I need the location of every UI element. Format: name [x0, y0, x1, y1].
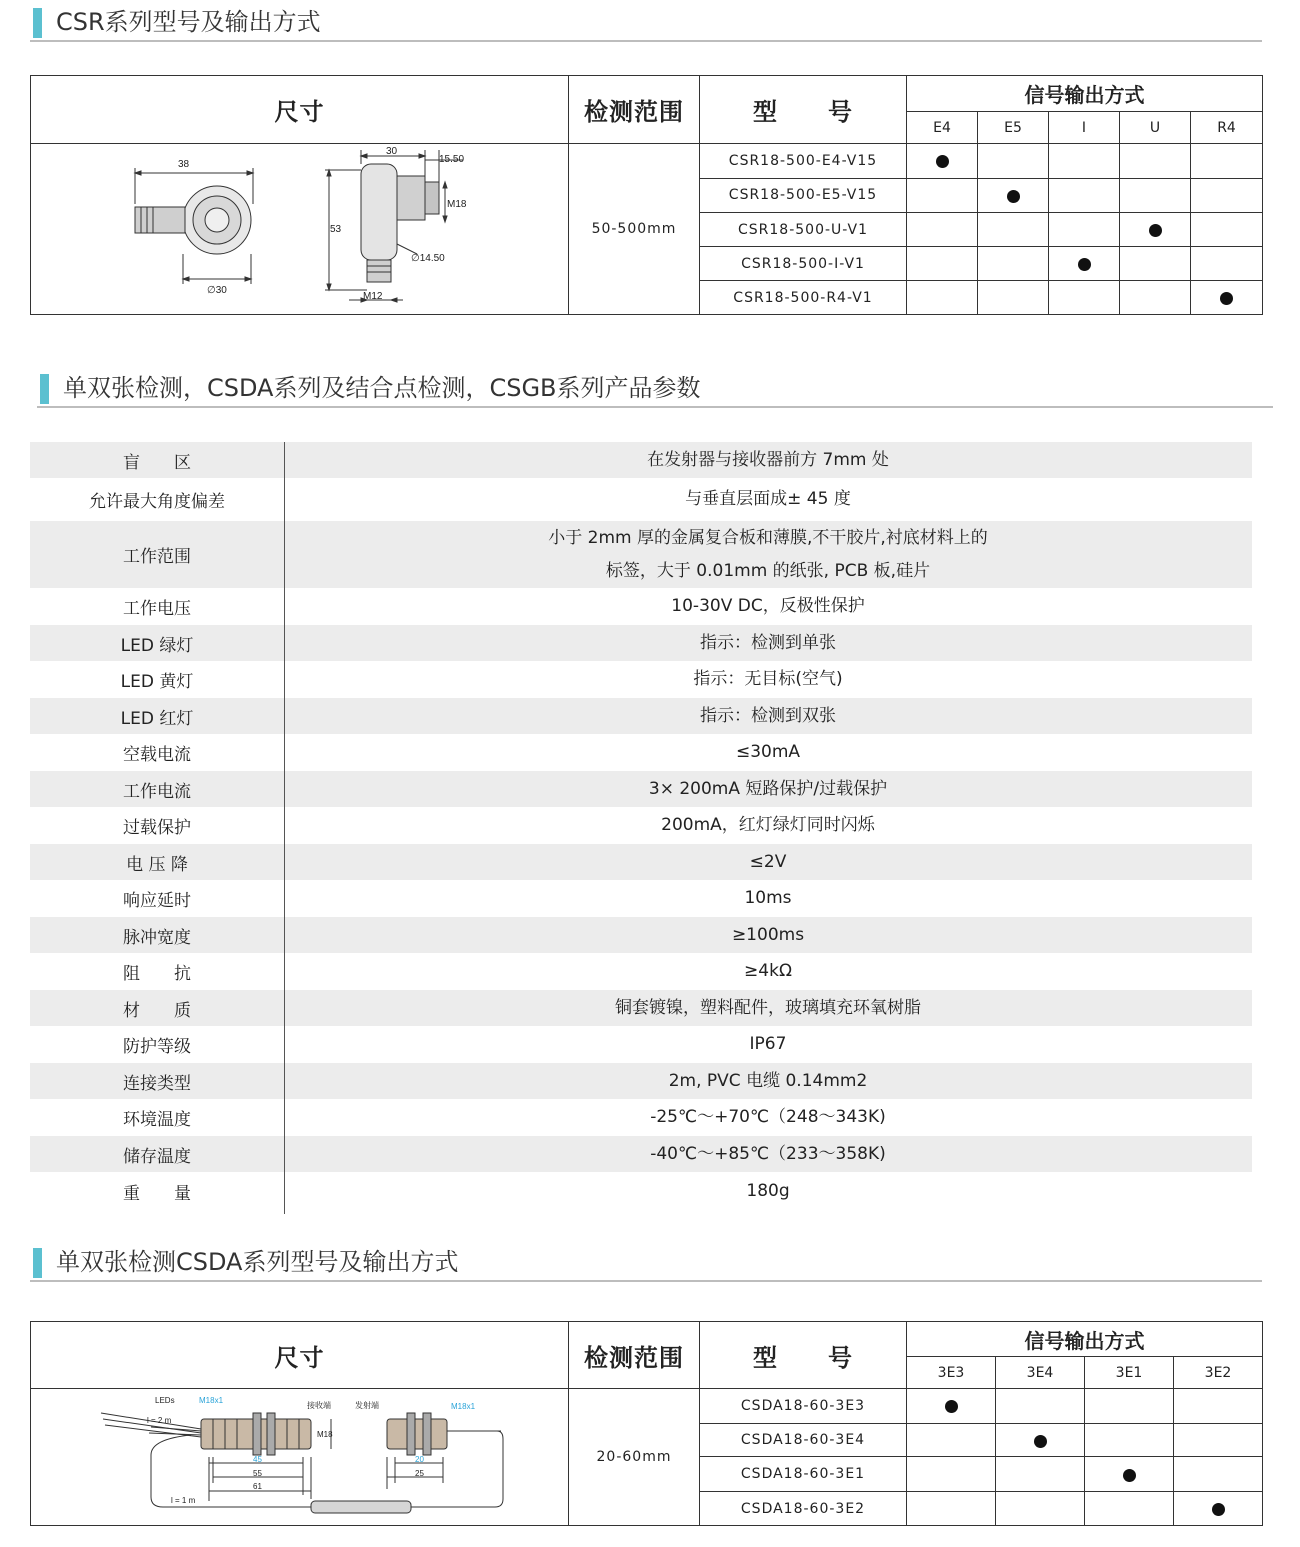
signal-cell: [996, 1423, 1085, 1457]
drawing-label: LEDs: [155, 1396, 175, 1405]
section3-title-text: 单双张检测CSDA系列型号及输出方式: [56, 1248, 459, 1276]
signal-cell: [1120, 144, 1191, 179]
drawing-label: 45: [253, 1455, 262, 1464]
signal-header: 信号输出方式: [907, 76, 1263, 112]
drawing-label: M18x1: [451, 1402, 476, 1411]
param-label: 防护等级: [123, 1037, 191, 1057]
signal-cell: [1174, 1457, 1263, 1492]
param-label: 电 压 降: [126, 854, 188, 875]
size-header: 尺寸: [31, 1322, 569, 1389]
dim-label: M12: [363, 291, 383, 302]
signal-cell: [907, 144, 978, 179]
param-label: LED 绿灯: [120, 635, 194, 656]
range-value: 50-500mm: [569, 144, 700, 315]
selected-dot-icon: [1078, 258, 1091, 271]
dim-label: 53: [330, 224, 342, 235]
param-row: [30, 661, 1252, 698]
param-row: [30, 478, 1252, 521]
range-header: 检测范围: [569, 76, 700, 144]
csda-model-table: [30, 1321, 1263, 1526]
signal-code: R4: [1191, 112, 1263, 144]
drawing-label: M18x1: [199, 1396, 224, 1405]
param-value: -40℃～+85℃（233～358K): [650, 1143, 886, 1164]
drawing-label: M18: [317, 1430, 333, 1439]
signal-cell: [1120, 281, 1191, 315]
signal-cell: [1049, 247, 1120, 281]
param-value: ≥100ms: [731, 924, 805, 945]
param-value: IP67: [749, 1034, 787, 1054]
param-value: 200mA，红灯绿灯同时闪烁: [661, 815, 875, 835]
signal-cell: [1120, 178, 1191, 212]
signal-cell: [907, 212, 978, 247]
signal-cell: [907, 1389, 996, 1424]
selected-dot-icon: [1220, 292, 1233, 305]
size-header: 尺寸: [31, 76, 569, 144]
param-label: 脉冲宽度: [123, 927, 191, 948]
param-value: 10ms: [744, 888, 792, 908]
signal-cell: [978, 212, 1049, 247]
param-value: 指示：无目标(空气): [693, 669, 843, 689]
drawing-label: 接收端: [307, 1401, 331, 1410]
param-label: LED 黄灯: [120, 672, 194, 692]
parameter-divider: [284, 442, 285, 1214]
param-row: [30, 953, 1252, 990]
param-row: [30, 1063, 1252, 1099]
signal-code: E4: [907, 112, 978, 144]
selected-dot-icon: [1212, 1503, 1225, 1516]
param-row: [30, 698, 1252, 734]
dim-label: ∅14.50: [411, 253, 445, 264]
signal-cell: [1085, 1457, 1174, 1492]
signal-code: U: [1120, 112, 1191, 144]
param-row: [30, 442, 1252, 478]
section2-title-text: 单双张检测，CSDA系列及结合点检测，CSGB系列产品参数: [63, 374, 701, 402]
signal-cell: [907, 1492, 996, 1526]
signal-cell: [1049, 212, 1120, 247]
selected-dot-icon: [1034, 1435, 1047, 1448]
model-cell: CSR18-500-R4-V1: [700, 281, 907, 315]
section2-title: [37, 366, 1273, 408]
param-row: [30, 1172, 1252, 1210]
signal-cell: [978, 247, 1049, 281]
model-cell: CSDA18-60-3E4: [700, 1423, 907, 1457]
param-row: [30, 807, 1252, 844]
param-label: 空载电流: [123, 745, 191, 765]
title-accent-bar: [33, 1248, 42, 1278]
param-label: 工作范围: [123, 547, 191, 567]
title-accent-bar: [40, 374, 49, 404]
selected-dot-icon: [1123, 1469, 1136, 1482]
signal-cell: [978, 144, 1049, 179]
dim-label: 38: [178, 159, 190, 170]
param-row: [30, 1136, 1252, 1172]
signal-cell: [907, 1423, 996, 1457]
signal-cell: [1191, 247, 1263, 281]
param-row: [30, 844, 1252, 880]
signal-cell: [996, 1389, 1085, 1424]
section1-title-text: CSR系列型号及输出方式: [56, 8, 321, 36]
selected-dot-icon: [1007, 190, 1020, 203]
signal-header: 信号输出方式: [907, 1322, 1263, 1357]
param-row: [30, 588, 1252, 625]
param-value: 180g: [746, 1180, 790, 1201]
param-row: [30, 1099, 1252, 1136]
drawing-label: 55: [253, 1469, 262, 1478]
param-row: [30, 1026, 1252, 1063]
signal-cell: [907, 178, 978, 212]
signal-cell: [1174, 1492, 1263, 1526]
model-cell: CSR18-500-U-V1: [700, 212, 907, 247]
signal-cell: [1085, 1492, 1174, 1526]
model-cell: CSR18-500-I-V1: [700, 247, 907, 281]
selected-dot-icon: [945, 1400, 958, 1413]
drawing-label: 20: [415, 1455, 424, 1464]
dim-label: ∅30: [207, 285, 227, 296]
drawing-label: l = 1 m: [171, 1496, 196, 1505]
param-value: ≥4kΩ: [744, 961, 792, 981]
drawing-label: 61: [253, 1482, 262, 1491]
signal-code: 3E2: [1174, 1357, 1263, 1389]
signal-cell: [1049, 178, 1120, 212]
model-cell: CSR18-500-E4-V15: [700, 144, 907, 179]
drawing-label: l = 2 m: [147, 1416, 172, 1425]
param-label: 材 质: [123, 1000, 191, 1021]
dim-label: 15.50: [439, 154, 465, 165]
param-value: ≤2V: [749, 851, 787, 872]
csr-dimension-drawing: [31, 144, 569, 315]
csda-sensor-drawing: [31, 1389, 569, 1521]
param-row: [30, 734, 1252, 771]
signal-code: 3E4: [996, 1357, 1085, 1389]
param-label: 重 量: [123, 1183, 191, 1204]
signal-cell: [1174, 1389, 1263, 1424]
title-accent-bar: [33, 8, 42, 38]
param-label: 连接类型: [123, 1073, 191, 1094]
param-row: [30, 771, 1252, 807]
model-cell: CSR18-500-E5-V15: [700, 178, 907, 212]
signal-cell: [1085, 1389, 1174, 1424]
signal-code: 3E3: [907, 1357, 996, 1389]
signal-cell: [1191, 281, 1263, 315]
signal-cell: [1174, 1423, 1263, 1457]
param-label: 环境温度: [123, 1110, 191, 1130]
signal-cell: [907, 281, 978, 315]
csr-model-table: [30, 75, 1263, 315]
param-value: 指示：检测到双张: [700, 705, 836, 726]
parameter-list: [30, 442, 1252, 1210]
model-cell: CSDA18-60-3E1: [700, 1457, 907, 1492]
signal-cell: [1049, 281, 1120, 315]
signal-cell: [1191, 178, 1263, 212]
signal-cell: [978, 281, 1049, 315]
param-label: 工作电压: [123, 599, 191, 619]
signal-cell: [996, 1457, 1085, 1492]
param-label: LED 红灯: [120, 708, 194, 729]
param-value: 3× 200mA 短路保护/过载保护: [648, 778, 888, 799]
section1-title: [30, 0, 1262, 42]
range-header: 检测范围: [569, 1322, 700, 1389]
csda-dimension-drawing: [31, 1389, 569, 1526]
param-label: 阻 抗: [123, 964, 191, 984]
param-value: 与垂直层面成± 45 度: [685, 489, 851, 509]
param-value: -25℃～+70℃（248～343K): [650, 1107, 886, 1127]
model-header: 型 号: [700, 76, 907, 144]
model-header: 型 号: [700, 1322, 907, 1389]
signal-cell: [907, 247, 978, 281]
param-row: [30, 917, 1252, 953]
param-label: 允许最大角度偏差: [89, 492, 225, 512]
param-value: 2m, PVC 电缆 0.14mm2: [668, 1070, 868, 1091]
signal-cell: [1191, 144, 1263, 179]
drawing-label: 25: [415, 1469, 424, 1478]
param-label: 响应延时: [123, 891, 191, 911]
drawing-label: 发射端: [355, 1401, 379, 1410]
model-cell: CSDA18-60-3E3: [700, 1389, 907, 1424]
param-value-line: 标签，大于 0.01mm 的纸张, PCB 板,硅片: [605, 560, 931, 581]
param-value: 指示：检测到单张: [700, 632, 836, 653]
selected-dot-icon: [1149, 224, 1162, 237]
param-value-line: 小于 2mm 厚的金属复合板和薄膜,不干胶片,衬底材料上的: [548, 527, 988, 548]
signal-code: 3E1: [1085, 1357, 1174, 1389]
signal-cell: [1120, 247, 1191, 281]
dim-label: M18: [447, 199, 467, 210]
signal-cell: [996, 1492, 1085, 1526]
signal-cell: [1191, 212, 1263, 247]
param-value: 在发射器与接收器前方 7mm 处: [647, 449, 889, 470]
range-value: 20-60mm: [569, 1389, 700, 1526]
signal-cell: [978, 178, 1049, 212]
signal-cell: [907, 1457, 996, 1492]
signal-cell: [1120, 212, 1191, 247]
selected-dot-icon: [936, 155, 949, 168]
signal-code: E5: [978, 112, 1049, 144]
param-label: 过载保护: [123, 818, 191, 838]
param-value: ≤30mA: [735, 742, 801, 762]
csr-sensor-drawing: [31, 144, 569, 310]
signal-cell: [1049, 144, 1120, 179]
param-value: 铜套镀镍，塑料配件，玻璃填充环氧树脂: [615, 997, 921, 1018]
param-label: 工作电流: [123, 781, 191, 802]
signal-cell: [1085, 1423, 1174, 1457]
dim-label: 30: [386, 146, 398, 157]
section3-title: [30, 1240, 1262, 1282]
model-cell: CSDA18-60-3E2: [700, 1492, 907, 1526]
param-label: 储存温度: [123, 1146, 191, 1167]
param-row: [30, 521, 1252, 588]
param-label: 盲 区: [123, 452, 191, 473]
param-row: [30, 880, 1252, 917]
param-row: [30, 990, 1252, 1026]
param-value-multiline: [284, 522, 1252, 588]
param-value: 10-30V DC，反极性保护: [671, 596, 865, 616]
signal-code: I: [1049, 112, 1120, 144]
param-row: [30, 625, 1252, 661]
